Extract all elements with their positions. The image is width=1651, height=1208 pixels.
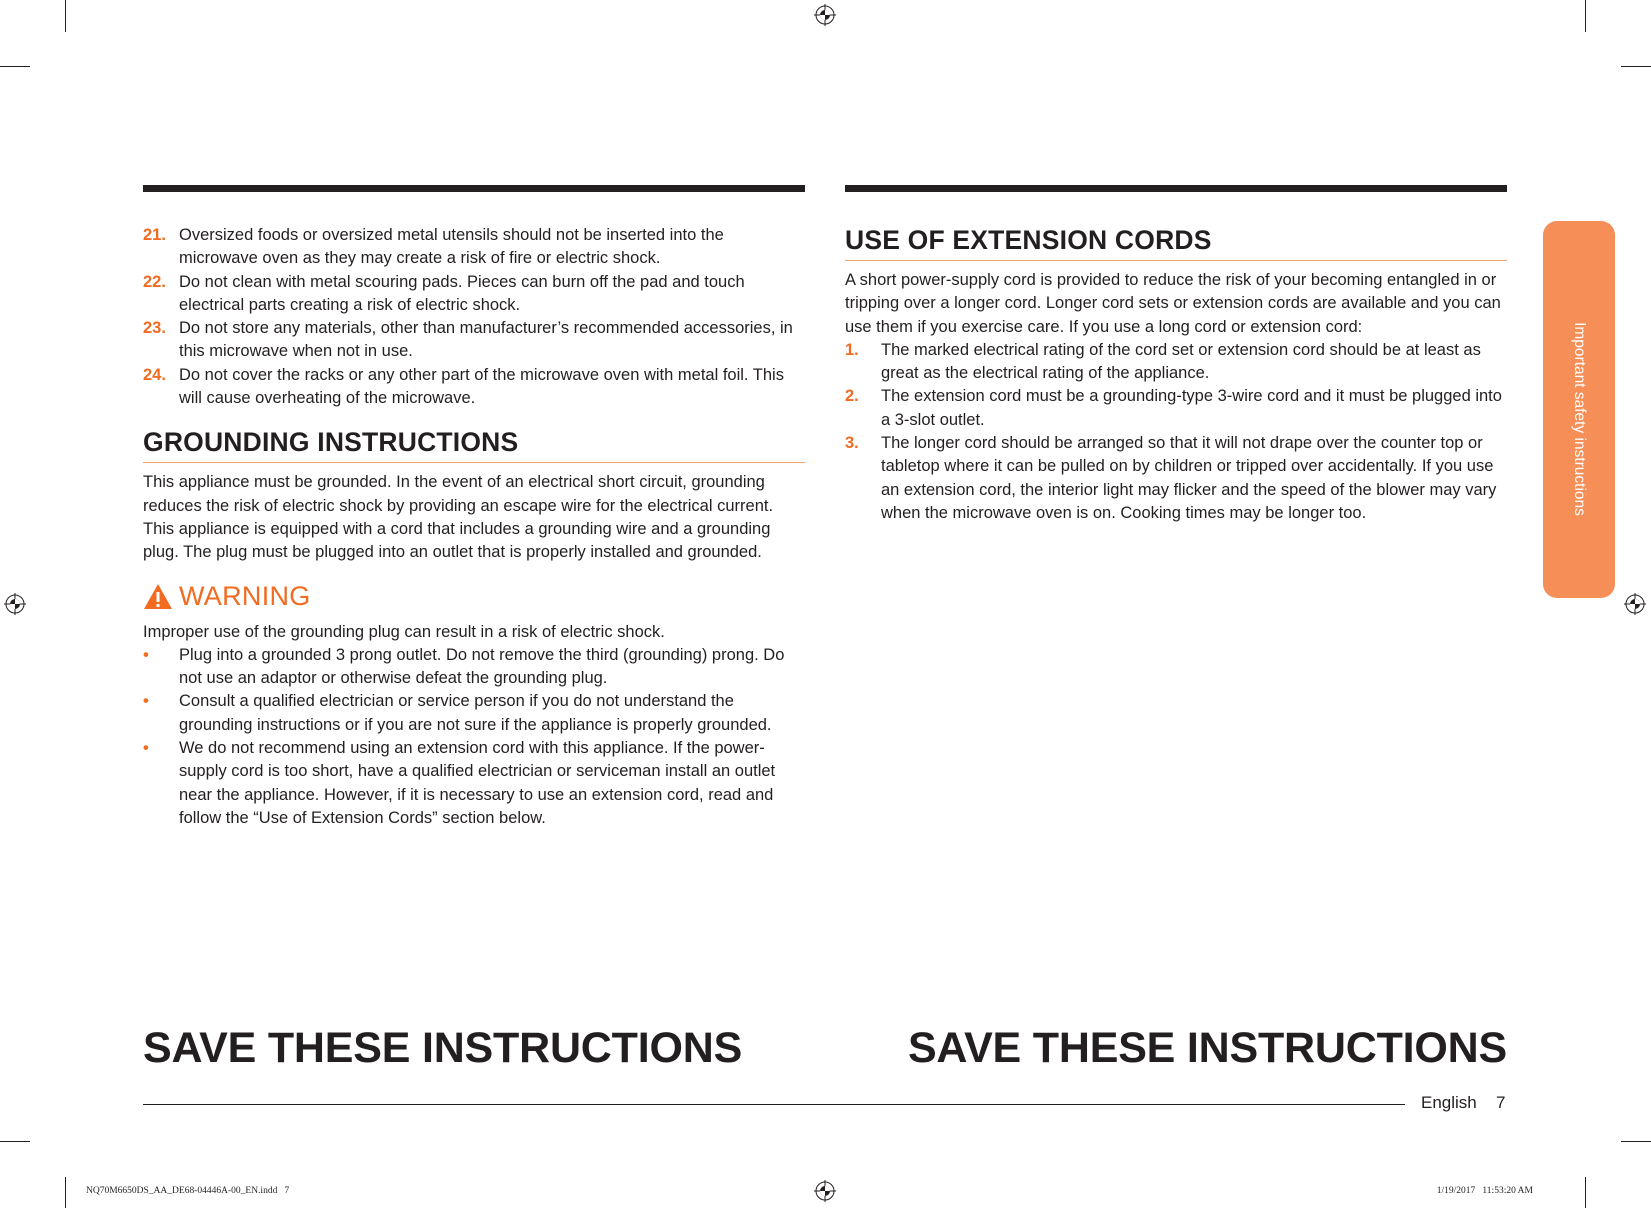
item-text: The extension cord must be a grounding-type 3-wire cord and it must be plugged into a 3-slot outlet. <box>881 387 1502 429</box>
bullet-item <box>143 737 805 830</box>
crop-mark <box>0 66 30 67</box>
warning-header <box>143 577 805 617</box>
page-number: 7 <box>1496 1093 1506 1112</box>
extension-intro: A short power-supply cord is provided to reduce the risk of your becoming entangled in or tripping over a longer cord. Longer cord sets or extension cords are available and you can use them if you exercise care. If you use a long cord or extension cord: <box>845 271 1501 336</box>
item-text: The marked electrical rating of the cord set or extension cord should be at least as great as the electrical rating of the appliance. <box>881 340 1481 383</box>
item-number: 21. <box>143 226 166 244</box>
side-tab-label: Important safety instructions <box>1571 322 1588 516</box>
safety-list <box>143 224 805 410</box>
item-text: The longer cord should be arranged so that it will not drape over the counter top or tabletop where it can be pulled on by children or tripped over accidentally. If you use an extension cord, the interior light may flicker and the speed of the blower may vary when the microwave oven is on. Cooking times may be longer too. <box>881 434 1497 522</box>
registration-mark-icon <box>814 4 836 26</box>
footer-rule <box>143 1104 1405 1105</box>
crop-mark <box>1621 66 1651 67</box>
slug-filename: NQ70M6650DS_AA_DE68-04446A-00_EN.indd 7 <box>86 1186 290 1196</box>
slug-date: 1/19/2017 11:53:20 AM <box>1436 1186 1533 1196</box>
item-number: 1. <box>845 340 859 359</box>
item-number: 22. <box>143 272 166 291</box>
list-item <box>845 339 1507 386</box>
grounding-heading: GROUNDING INSTRUCTIONS <box>143 426 805 463</box>
left-column <box>143 224 805 830</box>
warning-bullets <box>143 644 805 830</box>
list-item <box>845 432 1507 525</box>
bullet-dot: • <box>143 692 149 711</box>
crop-mark <box>65 0 66 32</box>
crop-mark <box>1585 1177 1586 1208</box>
warning-label: WARNING <box>179 580 311 611</box>
crop-mark <box>0 1141 30 1142</box>
bullet-text: We do not recommend using an extension cord with this appliance. If the power-supply cord is too short, have a qualified electrician or serviceman install an outlet near the appliance. However, if it is necessary to use an extension cord, read and follow the “Use of Extension Cords” section below. <box>179 739 776 827</box>
warning-intro: Improper use of the grounding plug can result in a risk of electric shock. <box>143 622 665 641</box>
extension-list <box>845 339 1507 525</box>
grounding-paragraph: This appliance must be grounded. In the event of an electrical short circuit, grounding reduces the risk of electric shock by providing an escape wire for the electrical current. This appliance is equipped with a cord that includes a grounding wire and a grounding plug. The plug must be plugged into an outlet that is properly installed and grounded. <box>143 473 774 562</box>
list-item <box>845 385 1507 432</box>
bullet-dot: • <box>143 739 149 758</box>
list-item <box>143 224 805 271</box>
list-item <box>143 364 805 411</box>
item-text: Oversized foods or oversized metal utensils should not be inserted into the microwave oven as they may create a risk of fire or electric shock. <box>179 226 724 268</box>
bullet-text: Consult a qualified electrician or service person if you do not understand the grounding instructions or if you are not sure if the appliance is properly grounded. <box>179 692 772 734</box>
item-text: Do not store any materials, other than manufacturer’s recommended accessories, in this microwave when not in use. <box>179 319 793 361</box>
left-top-rule <box>143 185 805 192</box>
extension-cords-heading: USE OF EXTENSION CORDS <box>845 224 1507 261</box>
crop-mark <box>65 1177 66 1208</box>
right-top-rule <box>845 185 1507 192</box>
list-item <box>143 271 805 318</box>
item-number: 3. <box>845 434 859 453</box>
item-number: 23. <box>143 319 166 338</box>
bullet-text: Plug into a grounded 3 prong outlet. Do not remove the third (grounding) prong. Do not use an adaptor or otherwise defeat the grounding plug. <box>179 645 785 688</box>
registration-mark-icon <box>4 593 26 615</box>
crop-mark <box>1621 1141 1651 1142</box>
item-text: Do not clean with metal scouring pads. Pieces can burn off the pad and touch electrical parts creating a risk of electric shock. <box>179 272 745 314</box>
footer-language: English <box>1421 1093 1477 1112</box>
bullet-item <box>143 690 805 737</box>
list-item <box>143 317 805 364</box>
right-column <box>845 224 1507 525</box>
bullet-item <box>143 644 805 691</box>
save-instructions-right: SAVE THESE INSTRUCTIONS <box>907 1024 1507 1072</box>
warning-icon <box>143 583 173 610</box>
registration-mark-icon <box>1624 593 1646 615</box>
item-number: 2. <box>845 387 859 406</box>
item-number: 24. <box>143 365 166 384</box>
item-text: Do not cover the racks or any other part of the microwave oven with metal foil. This will cause overheating of the microwave. <box>179 365 784 408</box>
crop-mark <box>1585 0 1586 32</box>
save-instructions-left: SAVE THESE INSTRUCTIONS <box>143 1024 743 1072</box>
registration-mark-icon <box>814 1180 836 1202</box>
bullet-dot: • <box>143 645 149 664</box>
